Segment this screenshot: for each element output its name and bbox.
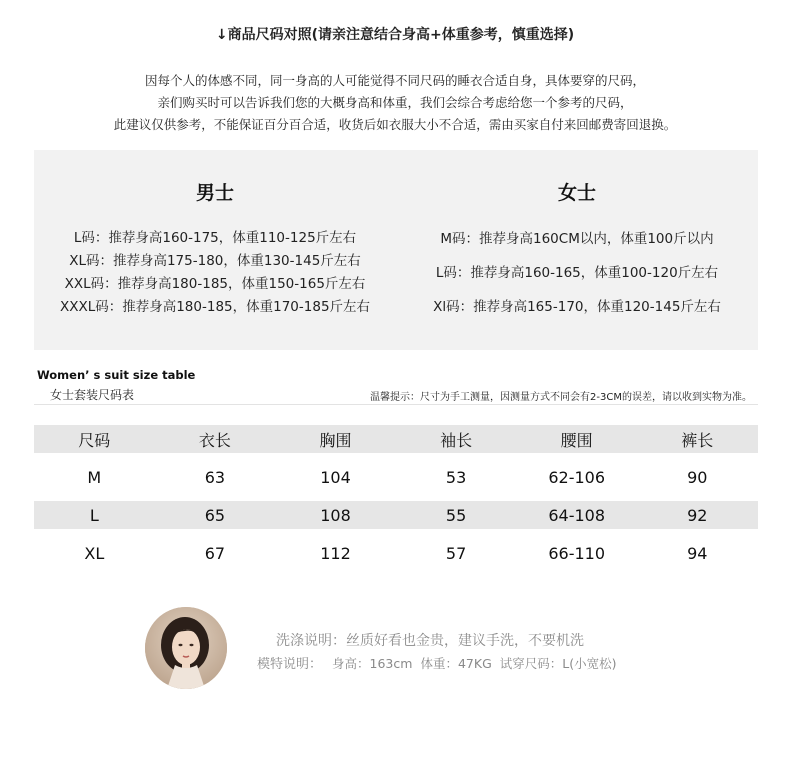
table-cell: 62-106 bbox=[548, 467, 605, 487]
men-size-line: L码：推荐身高160-175，体重110-125斤左右 bbox=[73, 230, 357, 246]
table-cell: M bbox=[87, 467, 102, 487]
men-size-line: XXXL码：推荐身高180-185，体重170-185斤左右 bbox=[59, 299, 371, 315]
table-row bbox=[34, 463, 758, 491]
weight-label: 体重： bbox=[420, 656, 458, 671]
table-cell: 66-110 bbox=[548, 543, 605, 563]
table-header-cell: 裤长 bbox=[681, 430, 714, 450]
suit-table-title-en: Women’ s suit size table bbox=[37, 368, 196, 382]
table-row bbox=[34, 539, 758, 567]
table-row bbox=[34, 501, 758, 529]
weight-value: 47KG bbox=[457, 656, 492, 671]
table-cell: XL bbox=[84, 543, 105, 563]
table-header-cell: 衣长 bbox=[198, 430, 231, 450]
divider bbox=[34, 404, 758, 405]
table-header-row bbox=[34, 425, 758, 453]
table-cell: 65 bbox=[204, 505, 226, 525]
model-portrait-icon bbox=[145, 607, 227, 689]
men-size-line: XXL码：推荐身高180-185，体重150-165斤左右 bbox=[64, 276, 366, 292]
model-info bbox=[257, 653, 617, 672]
table-cell: 55 bbox=[445, 505, 467, 525]
table-cell: 112 bbox=[320, 543, 351, 563]
height-label: 身高： bbox=[332, 656, 370, 671]
intro-line: 亲们购买时可以告诉我们您的大概身高和体重，我们会综合考虑给您一个参考的尺码， bbox=[157, 95, 633, 110]
table-header-cell: 袖长 bbox=[440, 430, 473, 450]
wash-instructions: 洗涤说明：丝质好看也金贵，建议手洗，不要机洗 bbox=[276, 633, 584, 649]
table-cell: 53 bbox=[445, 467, 467, 487]
table-cell: 94 bbox=[687, 543, 708, 563]
intro-line: 此建议仅供参考，不能保证百分百合适，收货后如衣服大小不合适，需由买家自付来回邮费寄回退换。 bbox=[113, 117, 677, 132]
size-value: L(小宽松) bbox=[562, 656, 617, 671]
suit-table-title-cn: 女士套装尺码表 bbox=[50, 388, 135, 402]
measurement-note: 温馨提示：尺寸为手工测量，因测量方式不同会有2-3CM的误差，请以收到实物为准。 bbox=[370, 392, 752, 403]
height-value: 163cm bbox=[369, 656, 413, 671]
intro-text bbox=[0, 70, 790, 136]
women-size-line: L码：推荐身高160-165，体重100-120斤左右 bbox=[435, 265, 719, 281]
women-heading: 女士 bbox=[557, 182, 596, 204]
table-cell: 92 bbox=[687, 505, 708, 525]
women-size-column bbox=[396, 150, 758, 324]
men-heading: 男士 bbox=[195, 182, 234, 204]
table-cell: 67 bbox=[204, 543, 226, 563]
women-size-line: M码：推荐身高160CM以内，体重100斤以内 bbox=[440, 231, 714, 247]
table-cell: L bbox=[89, 505, 99, 525]
women-size-line: Xl码：推荐身高165-170，体重120-145斤左右 bbox=[433, 299, 721, 315]
model-info-label: 模特说明： bbox=[257, 657, 323, 672]
table-header-cell: 尺码 bbox=[78, 430, 111, 450]
size-recommendation-panel bbox=[34, 150, 758, 350]
suit-size-table bbox=[34, 425, 758, 577]
table-cell: 64-108 bbox=[548, 505, 605, 525]
intro-line: 因每个人的体感不同，同一身高的人可能觉得不同尺码的睡衣合适自身，具体要穿的尺码， bbox=[144, 73, 645, 88]
size-label: 试穿尺码： bbox=[499, 656, 563, 671]
men-size-column bbox=[34, 150, 396, 319]
model-avatar bbox=[145, 607, 227, 689]
table-cell: 104 bbox=[320, 467, 351, 487]
table-cell: 57 bbox=[445, 543, 467, 563]
table-header-cell: 胸围 bbox=[319, 430, 352, 450]
page-title: ↓商品尺码对照(请亲注意结合身高+体重参考，慎重选择) bbox=[215, 27, 575, 43]
table-cell: 90 bbox=[687, 467, 708, 487]
table-header-cell: 腰围 bbox=[560, 430, 593, 450]
men-size-line: XL码：推荐身高175-180，体重130-145斤左右 bbox=[69, 253, 361, 269]
table-cell: 63 bbox=[204, 467, 226, 487]
table-cell: 108 bbox=[320, 505, 351, 525]
